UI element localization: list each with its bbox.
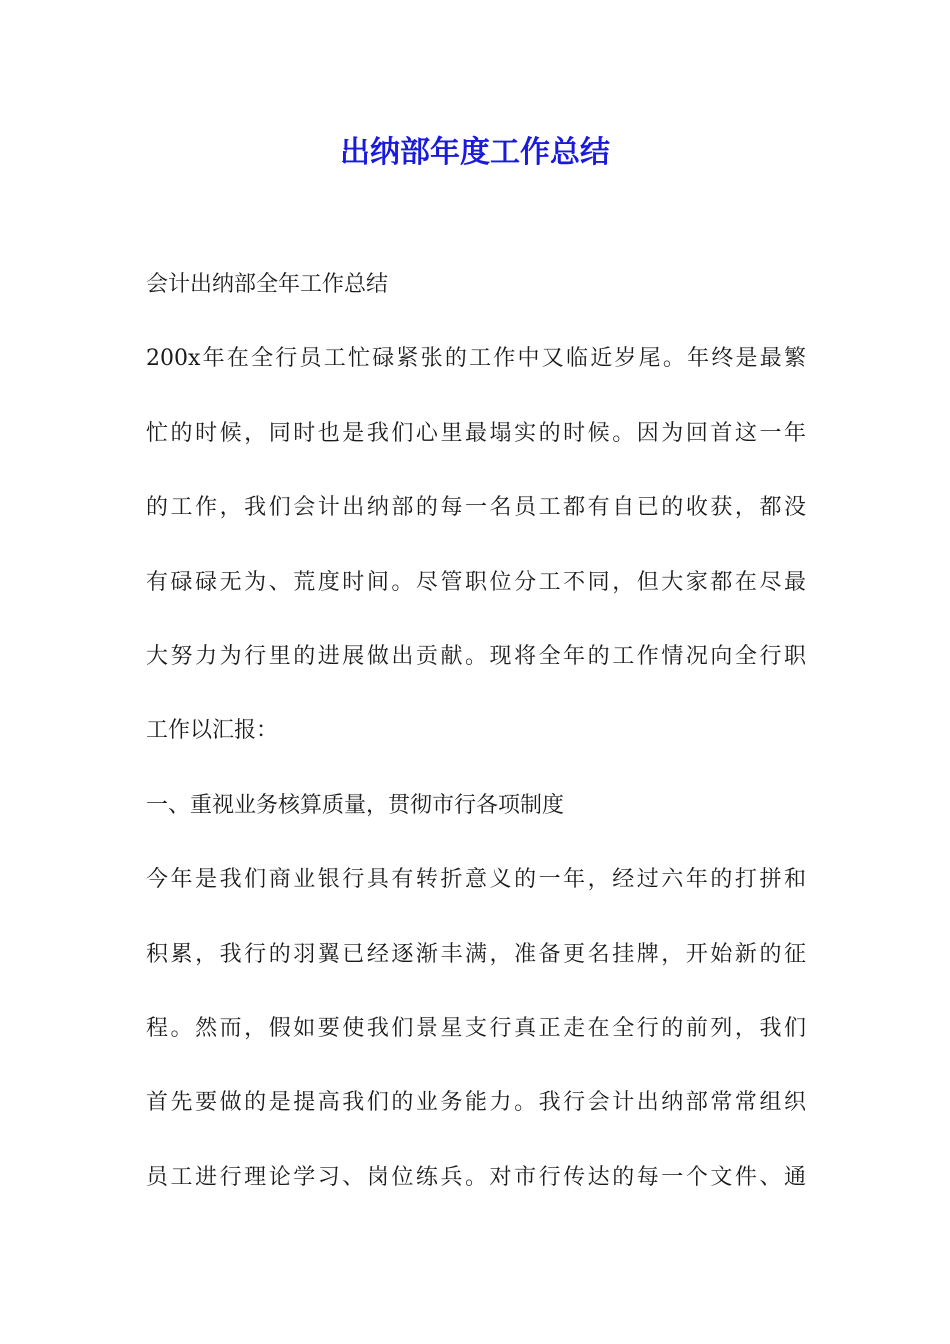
document-subtitle: 会计出纳部全年工作总结 [146,272,389,297]
paragraph-line: 的工作，我们会计出纳部的每一名员工都有自已的收获，都没 [146,495,806,521]
paragraph-line: 积累，我行的羽翼已经逐渐丰满，准备更名挂牌，开始新的征 [146,941,806,967]
paragraph-line: 忙的时候，同时也是我们心里最塌实的时候。因为回首这一年 [146,420,806,446]
paragraph-line: 工作以汇报： [146,718,279,744]
paragraph-line: 今年是我们商业银行具有转折意义的一年，经过六年的打拼和 [146,867,806,893]
section-heading: 一、重视业务核算质量，贯彻市行各项制度 [146,792,565,818]
paragraph-line: 程。然而，假如要使我们景星支行真正走在全行的前列，我们 [146,1015,806,1041]
paragraph-line: 员工进行理论学习、岗位练兵。对市行传达的每一个文件、通 [146,1164,806,1190]
document-title: 出纳部年度工作总结 [340,135,610,170]
paragraph-line: 有碌碌无为、荒度时间。尽管职位分工不同，但大家都在尽最 [146,569,806,595]
document-body [146,262,806,1229]
paragraph-line: 200x年在全行员工忙碌紧张的工作中又临近岁尾。年终是最繁 [146,346,806,372]
paragraph-line: 大努力为行里的进展做出贡献。现将全年的工作情况向全行职 [146,643,806,669]
paragraph-line: 首先要做的是提高我们的业务能力。我行会计出纳部常常组织 [146,1090,806,1116]
